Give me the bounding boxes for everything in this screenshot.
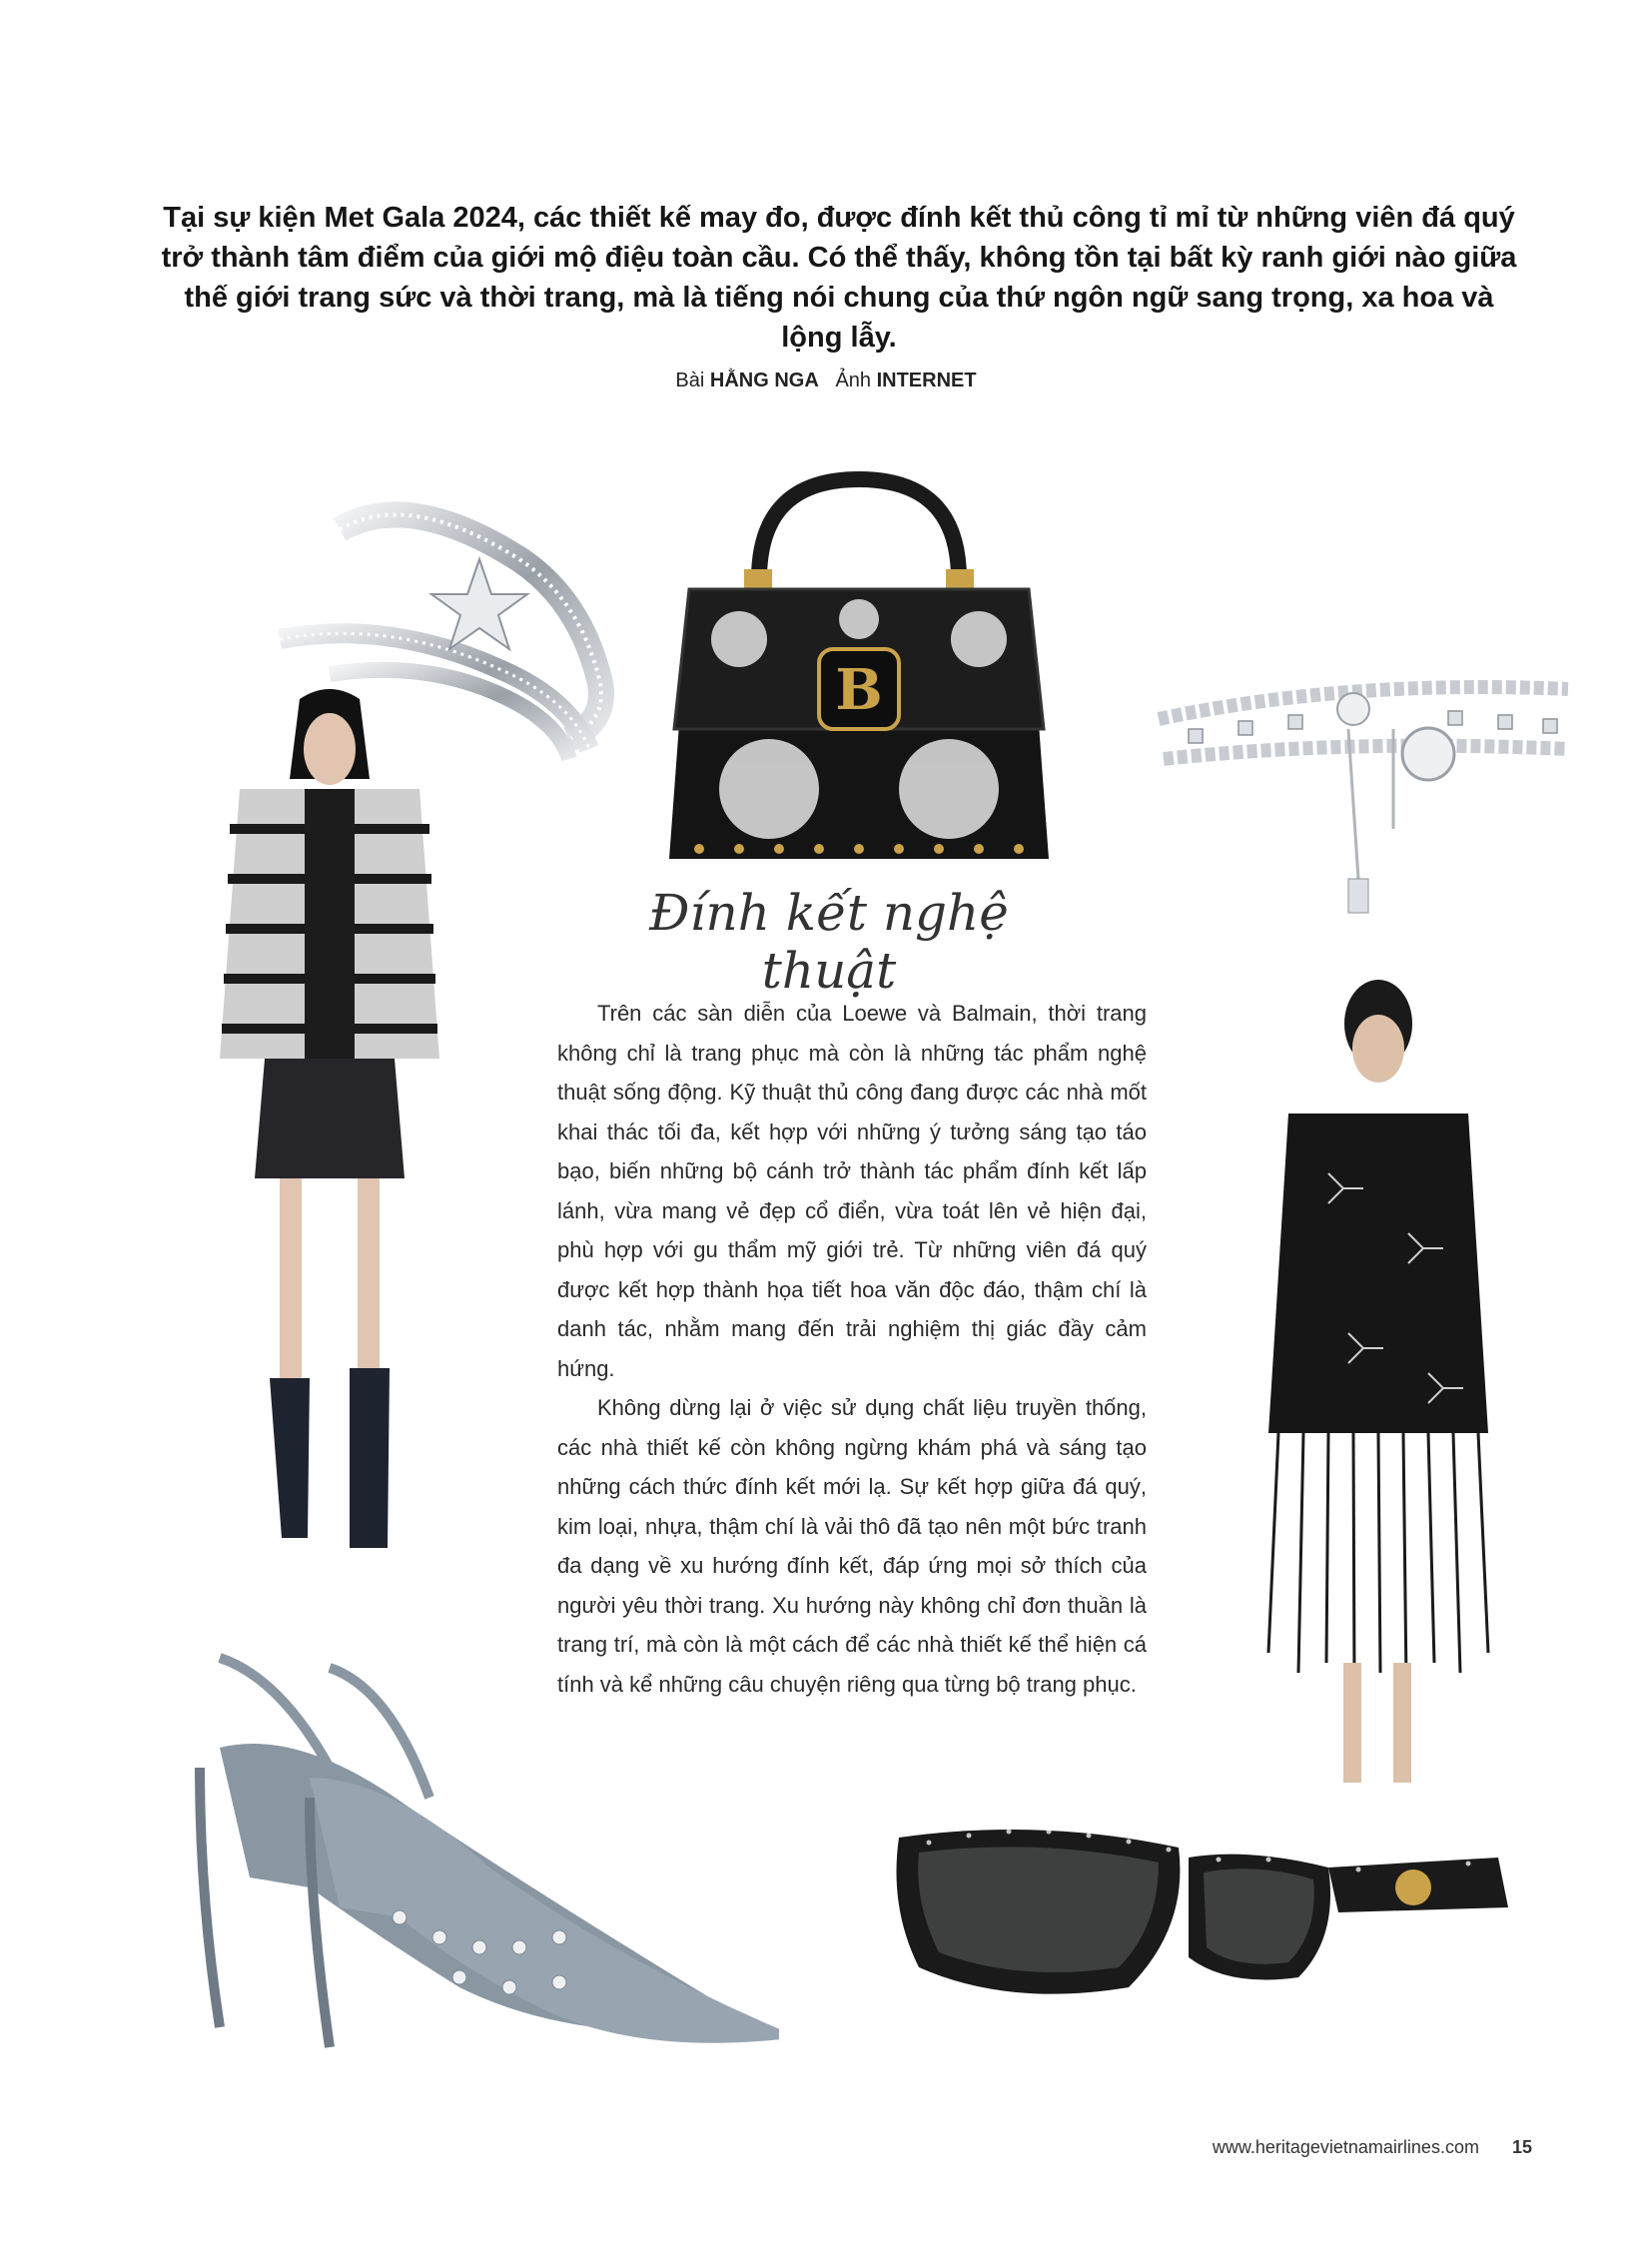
section-title: Đính kết nghệ thuật: [649, 884, 1009, 1000]
byline-article-label: Bài: [675, 370, 705, 391]
byline-photo-label: Ảnh: [835, 370, 872, 391]
page-footer: [1213, 2137, 1532, 2158]
page-number: 15: [1511, 2137, 1532, 2157]
article-body: [557, 994, 1147, 1704]
byline: [0, 370, 1652, 392]
byline-author: HẰNG NGA: [709, 370, 819, 391]
slingback-heels-image: [160, 1648, 779, 2067]
byline-photo-credit: INTERNET: [876, 370, 977, 391]
article-paragraph-1: Trên các sàn diễn của Loewe và Balmain, thời trang không chỉ là trang phục mà còn là những tác phẩm nghệ thuật sống động. Kỹ thuật thủ công đang được các nhà mốt khai thác tối đa, kết hợp với những ý tưởng sáng tạo táo bạo, biến những bộ cánh trở thành tác phẩm đính kết lấp lánh, vừa mang vẻ đẹp cổ điển, vừa toát lên vẻ hiện đại, phù hợp với gu thẩm mỹ giới trẻ. Từ những viên đá quý được kết hợp thành họa tiết hoa văn độc đáo, thậm chí là danh tác, nhằm mang đến trải nghiệm thị giác đầy cảm hứng.: [557, 1001, 1147, 1381]
svg-text:B: B: [835, 657, 883, 723]
embellished-handbag-image: [649, 469, 1079, 869]
intro-paragraph: Tại sự kiện Met Gala 2024, các thiết kế may đo, được đính kết thủ công tỉ mỉ từ những viên đá quý trở thành tâm điểm của giới mộ điệu toàn cầu. Có thể thấy, không tồn tại bất kỳ ranh giới nào giữa thế giới trang sức và thời trang, mà là tiếng nói chung của thứ ngôn ngữ sang trọng, xa hoa và lộng lẫy.: [161, 202, 1517, 354]
crystal-sunglasses-image: [889, 1818, 1518, 2007]
article-paragraph-2: Không dừng lại ở việc sử dụng chất liệu truyền thống, các nhà thiết kế còn không ngừng khám phá và sáng tạo những cách thức đính kết mới lạ. Sự kết hợp giữa đá quý, kim loại, nhựa, thậm chí là vải thô đã tạo nên một bức tranh đa dạng về xu hướng đính kết, đáp ứng mọi sở thích của người yêu thời trang. Xu hướng này không chỉ đơn thuần là trang trí, mà còn là một cách để các nhà thiết kế thể hiện cá tính và kể những câu chuyện riêng qua từng bộ trang phục.: [557, 1395, 1147, 1697]
footer-website: www.heritagevietnamairlines.com: [1212, 2137, 1479, 2157]
diamond-choker-image: [1149, 649, 1578, 949]
model-tweed-jacket-image: [200, 679, 479, 1548]
model-fringe-dress-image: [1209, 974, 1548, 1803]
